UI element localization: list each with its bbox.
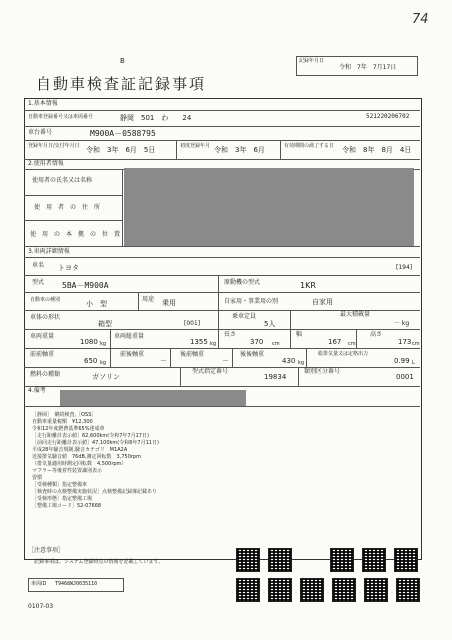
- vehicle-type-label: 自動車の種別: [30, 297, 61, 303]
- displacement-unit: L: [412, 360, 415, 366]
- rear-front-axle-label: 後前軸重: [180, 351, 205, 358]
- reg-date-label: 登録年月日/交付年月日: [28, 143, 80, 149]
- reg-number-value: 静岡 501 わ 24: [120, 114, 192, 122]
- capacity-value: 5人: [264, 320, 276, 328]
- section3-heading: 3.車両詳細情報: [28, 248, 70, 255]
- front-front-axle-value: 650: [84, 357, 98, 365]
- use-value: 乗用: [162, 299, 176, 307]
- height-label: 高さ: [370, 331, 383, 338]
- height-unit: cm: [412, 341, 420, 347]
- maker-code: [194]: [396, 264, 413, 271]
- remark-line: ［受検種類］指定整備車: [32, 482, 88, 488]
- section4-heading: 4.備考: [28, 387, 46, 394]
- vehicle-id-label: 車両ID: [31, 581, 47, 587]
- remark-line: 習慣: [32, 475, 43, 481]
- width-label: 幅: [296, 331, 303, 338]
- owner-address-label: 使 用 者 の 住 所: [34, 204, 101, 211]
- page-title: 自動車検査証記録事項: [36, 75, 207, 93]
- qr-code-3: [330, 548, 354, 572]
- qr-code-10: [364, 578, 388, 602]
- remark-line: 平成28年騒音規制,騒音カテゴリ M1A2A: [32, 447, 128, 453]
- chassis-value: M900A－0588795: [90, 129, 156, 138]
- displacement-value: 0.99: [394, 357, 410, 365]
- qr-code-9: [332, 578, 356, 602]
- form-mark: B: [120, 57, 125, 65]
- rear-rear-axle-label: 後後軸重: [240, 351, 265, 358]
- owner-name-redaction: [124, 168, 414, 246]
- qr-code-11: [396, 578, 420, 602]
- front-rear-axle-value: －: [160, 357, 167, 365]
- remark-line: ［検査時の点検整備実施状況］点検整備記録簿記載あり: [32, 489, 158, 495]
- fuel-label: 燃料の種類: [30, 371, 61, 378]
- engine-label: 原動機の型式: [224, 279, 261, 286]
- vehicle-type-value: 小 型: [86, 300, 107, 308]
- length-label: 長さ: [224, 331, 237, 338]
- chassis-label: 車台番号: [28, 129, 53, 136]
- remark-line: ［静岡］ 継続検査,［OSS］: [32, 412, 97, 418]
- vehicle-weight-value: 1080: [80, 338, 98, 346]
- qr-code-8: [300, 578, 324, 602]
- category-label: 類別区分番号: [304, 368, 341, 375]
- record-date-box: [296, 56, 418, 76]
- qr-code-1: [236, 548, 260, 572]
- first-reg-label: 初度登録年月: [180, 143, 211, 149]
- remarks-list: [32, 412, 159, 510]
- length-value: 370: [250, 338, 264, 346]
- rr-unit: kg: [298, 360, 305, 366]
- capacity-label: 乗車定員: [232, 313, 257, 320]
- remark-line: ［前回走行距離計表示値］47,100km(令和6年7月11日): [32, 440, 159, 446]
- gross-weight-value: 1355: [190, 338, 208, 346]
- length-unit: cm: [272, 341, 280, 347]
- remarks-redaction: [60, 390, 246, 406]
- handwritten-number: 74: [412, 12, 429, 27]
- body-shape-value: 箱型: [98, 320, 112, 328]
- remark-line: （排気量適用時測定回転数 4,500rpm）: [32, 461, 127, 467]
- width-value: 167: [328, 338, 342, 346]
- notes-heading: ［注意事項］: [28, 547, 65, 554]
- purpose-label: 自家用・事業用の別: [224, 298, 279, 305]
- type-designation-value: 19834: [264, 373, 287, 381]
- displacement-label: 総排気量又は定格出力: [318, 351, 369, 357]
- remark-line: ［走行距離計表示値］62,600km(令和7年7月17日): [32, 433, 149, 439]
- body-shape-code: [001]: [184, 320, 201, 327]
- first-reg-value: 令和 3年 6月: [214, 146, 265, 154]
- qr-code-7: [268, 578, 292, 602]
- gross-weight-label: 車両総重量: [114, 333, 145, 340]
- qr-code-2: [268, 548, 292, 572]
- max-load-label: 最大積載量: [340, 311, 371, 318]
- vehicle-weight-label: 車両重量: [30, 333, 55, 340]
- type-designation-label: 型式指定番号: [192, 368, 229, 375]
- base-location-label: 使 用 の 本 拠 の 位 置: [30, 231, 121, 238]
- gross-unit: kg: [210, 341, 217, 347]
- remark-line: ［受検形態］指定整備工場: [32, 496, 93, 502]
- max-load-value: － kg: [394, 320, 410, 327]
- maker-value: トヨタ: [58, 264, 79, 272]
- vehicle-id-value: T9468WJ0035110: [55, 581, 98, 587]
- remark-line: 近接排気騒音値 76dB,測定回転数 3,750rpm: [32, 454, 141, 460]
- vehicle-id-box: [28, 578, 124, 592]
- qr-code-6: [236, 578, 260, 602]
- owner-name-label: 使用者の氏名又は名称: [32, 177, 93, 184]
- ff-unit: kg: [100, 360, 107, 366]
- use-label: 用途: [142, 296, 155, 303]
- rear-front-axle-value: －: [222, 357, 229, 365]
- engine-value: 1KR: [300, 281, 316, 290]
- category-value: 0001: [396, 373, 414, 381]
- expiry-value: 令和 8年 8月 4日: [342, 146, 412, 154]
- record-date-value: 令和 7年 7月17日: [339, 64, 397, 71]
- fuel-value: ガソリン: [92, 373, 120, 381]
- front-rear-axle-label: 前後軸重: [120, 351, 145, 358]
- body-shape-label: 車体の形状: [30, 314, 61, 321]
- reg-date-value: 令和 3年 6月 5日: [86, 146, 156, 154]
- purpose-value: 自家用: [312, 298, 333, 306]
- height-value: 173: [398, 338, 412, 346]
- model-value: 5BA－M900A: [62, 281, 109, 290]
- remark-line: ［整備工場コード］52-07668: [32, 503, 102, 509]
- qr-code-5: [394, 548, 418, 572]
- model-label: 型式: [32, 279, 45, 286]
- section2-heading: 2.使用者情報: [28, 160, 64, 167]
- form-code: 0107-03: [28, 603, 54, 610]
- rear-rear-axle-value: 430: [282, 357, 296, 365]
- maker-label: 車名: [32, 262, 45, 269]
- notes-text: 記録事項は、システム登録時点の情報を記載しています。: [34, 559, 164, 565]
- section1-heading: 1.基本情報: [28, 100, 58, 107]
- remark-line: 自動車重量税額 ¥12,300: [32, 419, 93, 425]
- front-front-axle-label: 前前軸重: [30, 351, 55, 358]
- weight-unit: kg: [100, 341, 107, 347]
- expiry-label: 有効期間の満了する日: [284, 143, 335, 149]
- qr-code-4: [362, 548, 386, 572]
- remark-line: 令和12年度燃費基準65%達成車: [32, 426, 105, 432]
- reg-number-label: 自動車登録番号又は車両番号: [28, 114, 94, 120]
- width-unit: cm: [348, 341, 356, 347]
- document-number: 521220206702: [366, 113, 410, 120]
- remark-line: マフラー等後着性装置識別表示: [32, 468, 103, 474]
- record-date-label: 記録年月日: [299, 58, 325, 64]
